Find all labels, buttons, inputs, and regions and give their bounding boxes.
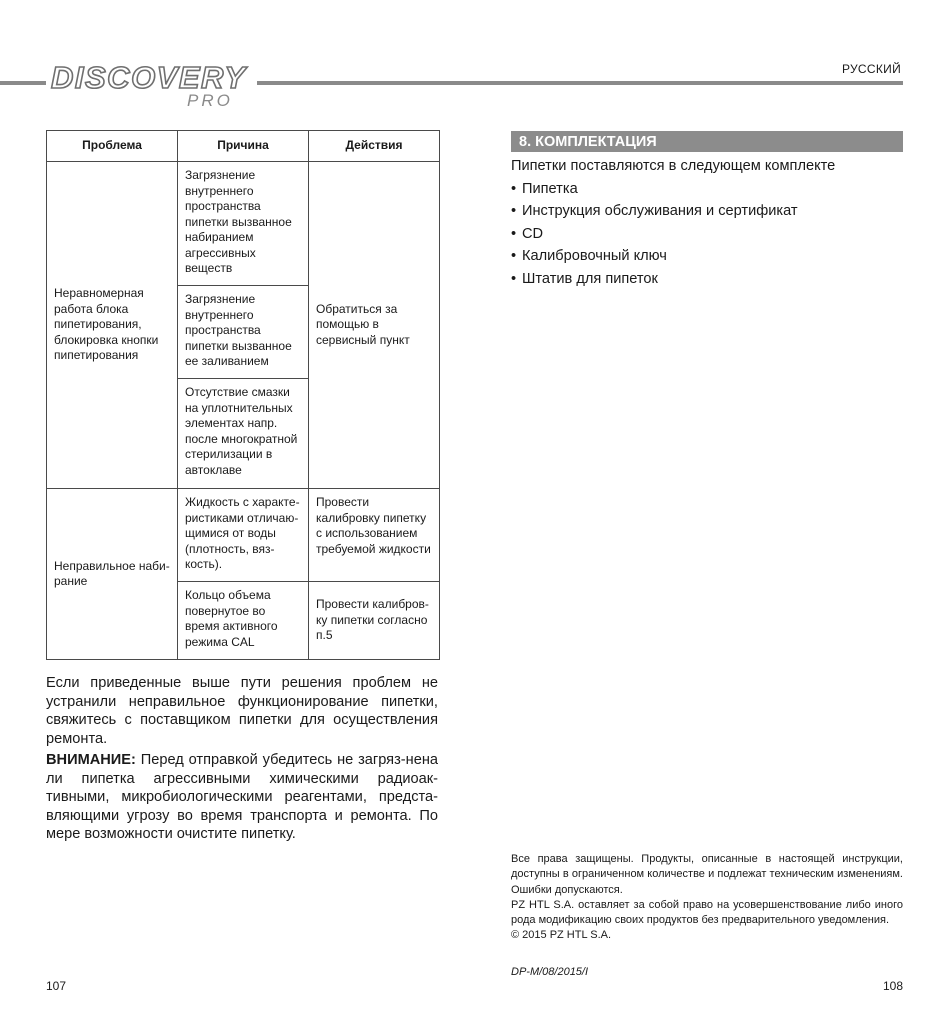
bullet-icon: •	[511, 181, 517, 197]
problem-cell: Неравномерная работа блока пипетирования, блокировка кнопки пипетирования	[47, 162, 178, 489]
legal-rights: Все права защищены. Продукты, описанные в настоящей инструкции, доступны в ограниченном количестве и подлежат техническим изменениям. Ошибки допускаются.	[511, 853, 903, 896]
document-id: DP-M/08/2015/I	[511, 966, 589, 978]
cause-cell: Загрязнение внутреннего пространства пипетки вызванное набиранием агрессивных веществ	[178, 162, 309, 286]
header-cause: Причина	[178, 131, 309, 162]
troubleshooting-table	[46, 130, 440, 660]
cause-cell: Отсутствие смазки на уплотнительных элементах напр. после многократной стерилизации в автоклаве	[178, 379, 309, 489]
header-actions: Действия	[309, 131, 440, 162]
problem-cell: Неправильное наби-рание	[47, 489, 178, 660]
list-item	[511, 202, 798, 224]
header-rule-left	[0, 81, 46, 85]
logo-sub-text: PRO	[187, 91, 233, 110]
repair-paragraph: Если приведенные выше пути решения проблем не устранили неправильное функционирование пипетки, свяжитесь с поставщиком пипетки для осуществления ремонта.	[46, 675, 438, 747]
page-number-right: 108	[882, 979, 903, 993]
table-header-row	[47, 131, 440, 162]
list-item	[511, 247, 798, 269]
list-item-label: Пипетка	[522, 181, 578, 197]
list-item	[511, 180, 798, 202]
warning-text: Перед отправкой убедитесь не загряз-нена ли пипетка агрессивными химическими радиоак-тивными, микробиологическими реагентами, предста-вляющими угрозу во время транспорта и ремонта. По мере возможности очистите пипетку.	[46, 752, 438, 843]
section-intro: Пипетки поставляются в следующем комплекте	[511, 158, 836, 174]
action-cell: Провести калибровку пипетку с использованием требуемой жидкости	[309, 489, 440, 582]
logo-text: DISCOVERY	[51, 60, 247, 95]
section-heading-bar	[511, 131, 903, 152]
bullet-icon: •	[511, 225, 517, 242]
copyright: © 2015 PZ HTL S.A.	[511, 929, 612, 942]
bullet-icon: •	[511, 248, 517, 265]
list-item-label: Калибровочный ключ	[522, 248, 667, 265]
table-row	[47, 162, 440, 286]
action-cell: Обратиться за помощью в сервисный пункт	[309, 162, 440, 489]
list-item-label: Инструкция обслуживания и сертификат	[522, 203, 798, 220]
cause-cell: Жидкость с характе-ристиками отличаю-щимися от воды (плотность, вяз-кость).	[178, 489, 309, 582]
bullet-icon: •	[511, 270, 517, 287]
package-list	[511, 180, 798, 292]
discovery-pro-logo	[50, 58, 256, 110]
list-item	[511, 270, 798, 292]
action-cell: Провести калибров-ку пипетки согласно п.5	[309, 582, 440, 660]
warning-paragraph	[46, 751, 438, 844]
list-item-label: Штатив для пипеток	[522, 270, 658, 287]
page-number-left: 107	[46, 979, 67, 993]
bullet-icon: •	[511, 203, 517, 220]
language-label: РУССКИЙ	[841, 62, 901, 76]
warning-label: ВНИМАНИЕ:	[46, 752, 136, 768]
list-item	[511, 225, 798, 247]
cause-cell: Кольцо объема повернутое во время активного режима CAL	[178, 582, 309, 660]
header-problem: Проблема	[47, 131, 178, 162]
cause-cell: Загрязнение внутреннего пространства пипетки вызванное ее заливанием	[178, 286, 309, 379]
table-row	[47, 489, 440, 582]
section-title: 8. КОМПЛЕКТАЦИЯ	[519, 134, 657, 150]
header-rule-right	[257, 81, 903, 85]
legal-notice	[511, 852, 903, 944]
list-item-label: CD	[522, 225, 544, 242]
legal-modification: PZ HTL S.A. оставляет за собой право на усовершенствование либо иного рода модификацию своих продуктов без предварительного уведомления.	[511, 898, 903, 927]
